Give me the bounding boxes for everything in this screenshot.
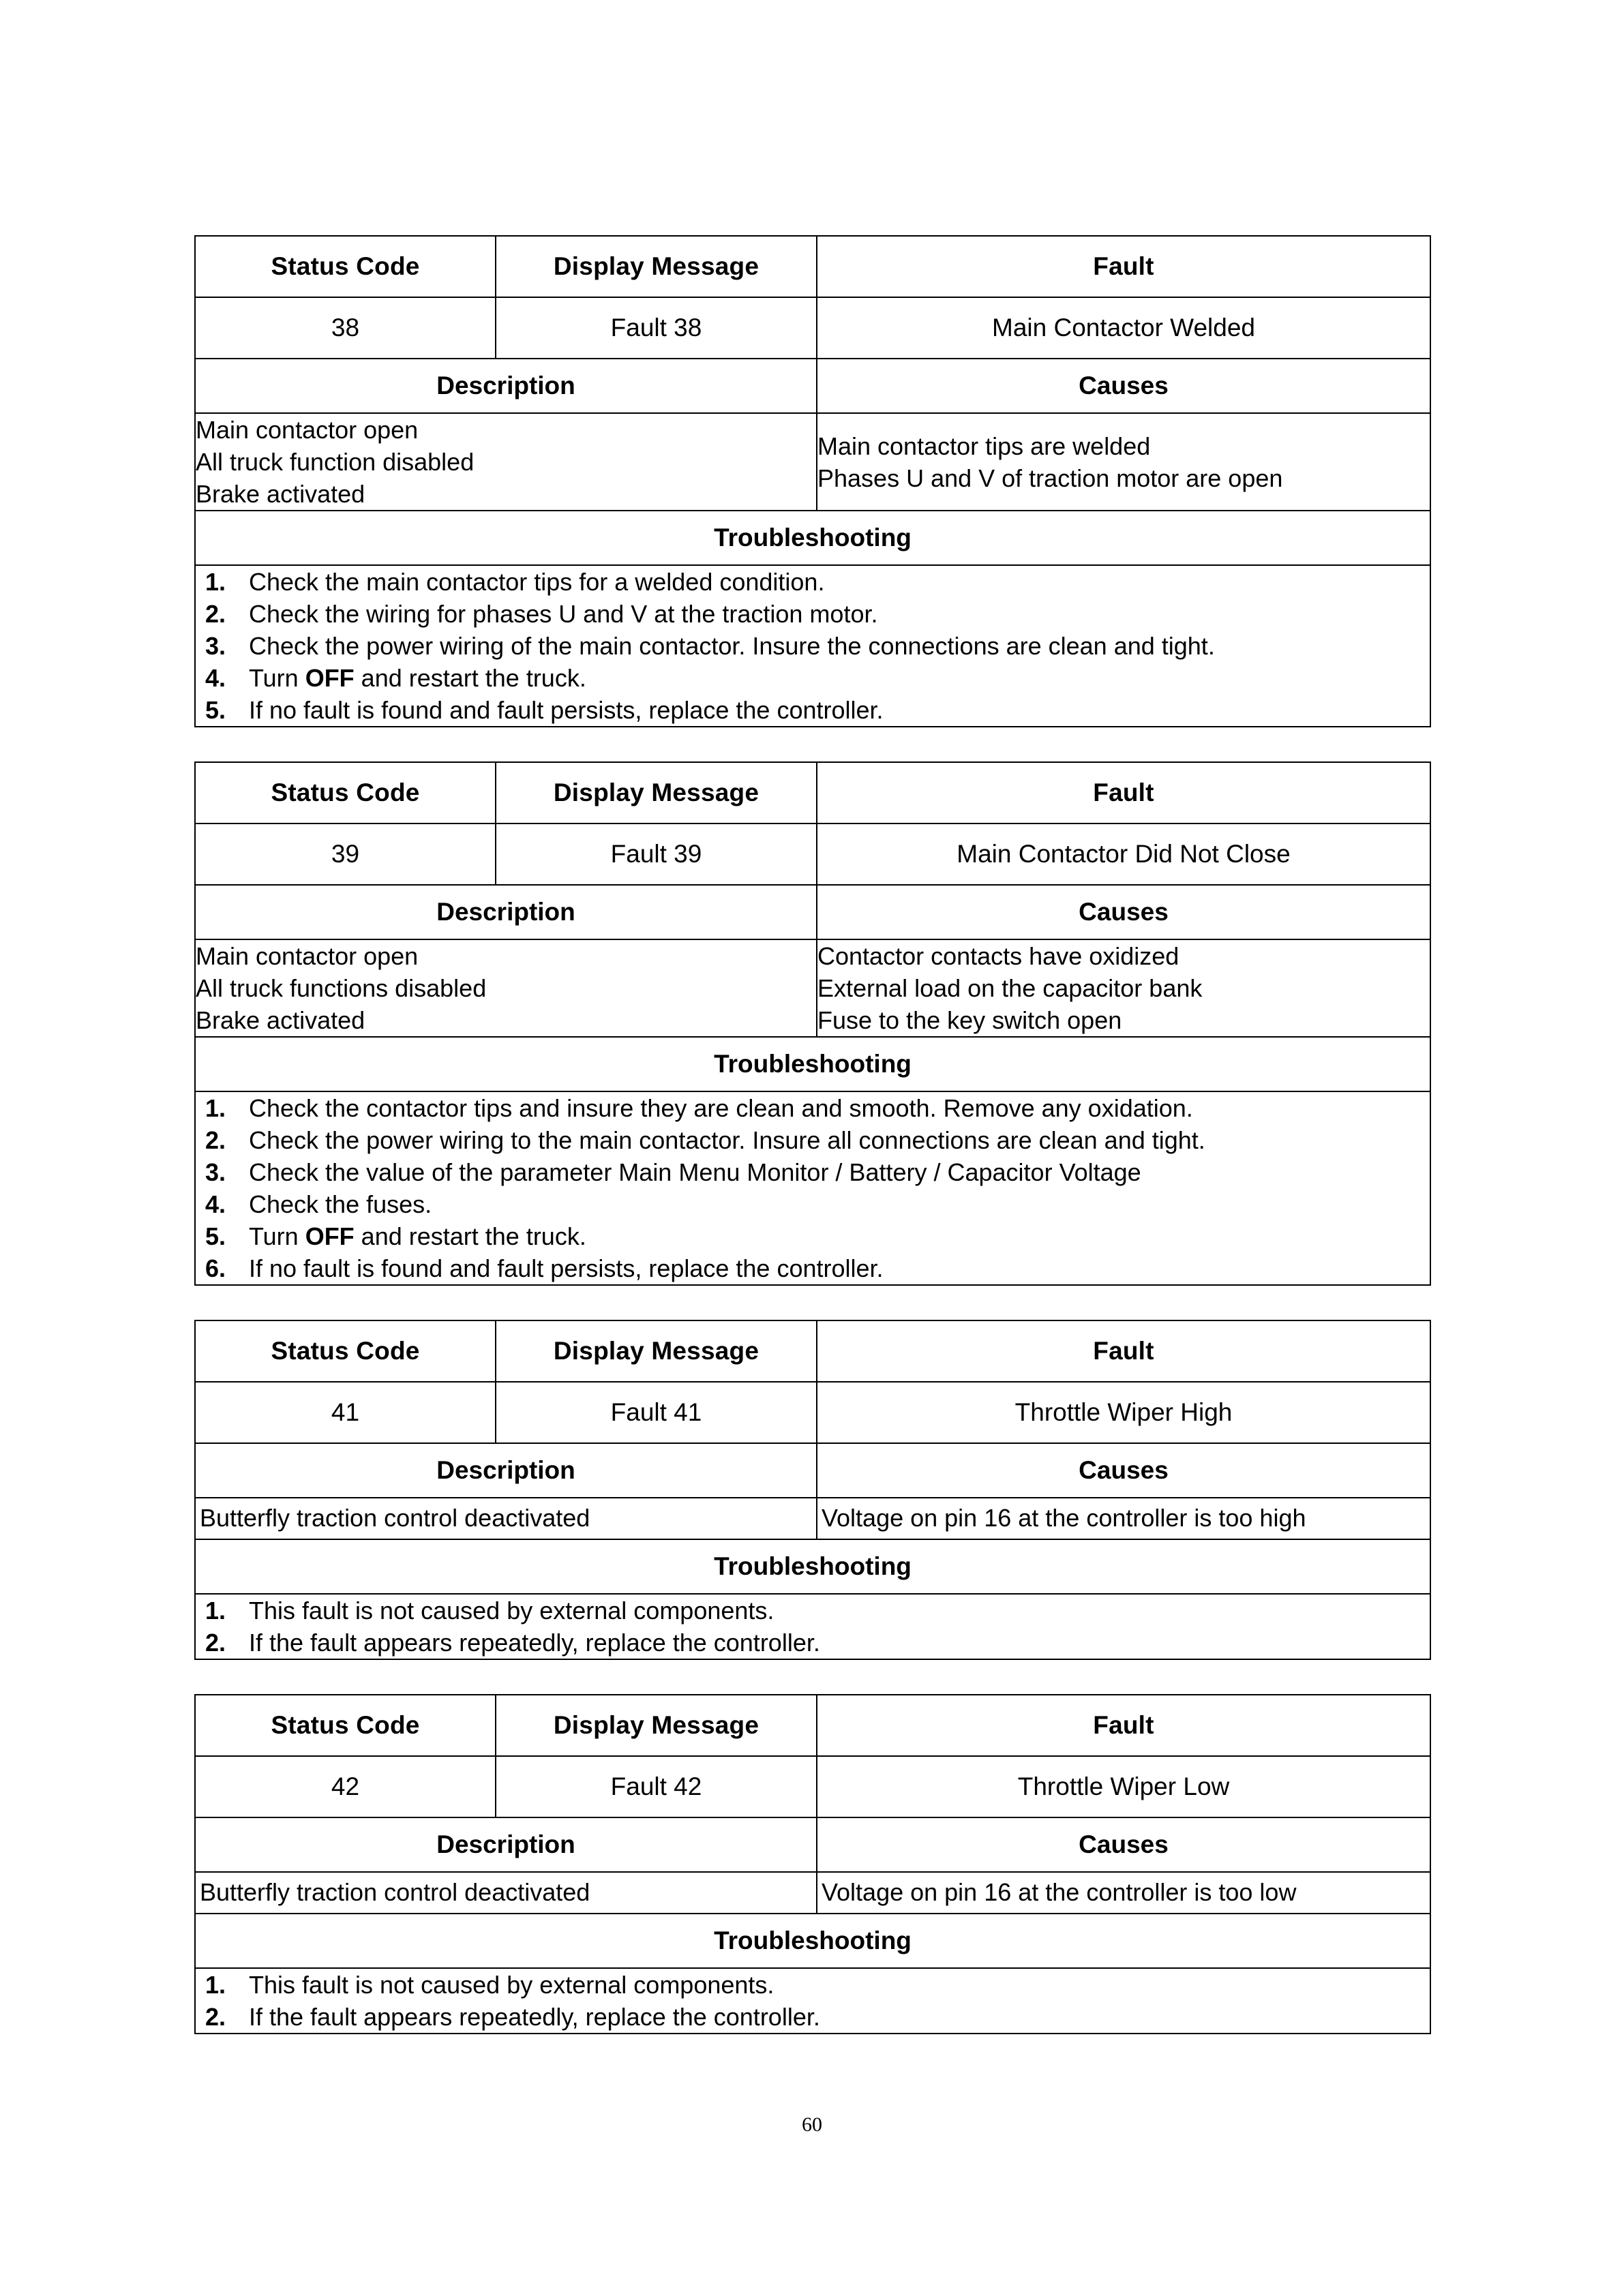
status-code-header: Status Code — [195, 236, 496, 297]
description-causes-header-row — [195, 1817, 1430, 1872]
causes-cell — [817, 1872, 1430, 1914]
cause-line: Phases U and V of traction motor are open — [817, 464, 1283, 492]
troubleshooting-item-number: 3. — [205, 1158, 226, 1186]
troubleshooting-text-pre: If the fault appears repeatedly, replace the controller. — [249, 2003, 820, 2031]
troubleshooting-text-pre: Check the power wiring of the main contactor. Insure the connections are clean and tight. — [249, 632, 1215, 660]
cause-line: Voltage on pin 16 at the controller is too high — [822, 1504, 1306, 1532]
description-header: Description — [195, 359, 817, 413]
description-line: All truck functions disabled — [196, 974, 487, 1002]
fault-table — [194, 1694, 1431, 2034]
troubleshooting-item — [196, 1595, 1430, 1627]
cause-line: External load on the capacitor bank — [817, 974, 1203, 1002]
troubleshooting-item-number: 2. — [205, 1126, 226, 1154]
description-causes-header-row — [195, 1443, 1430, 1498]
display-message-header: Display Message — [496, 1695, 817, 1756]
troubleshooting-item-number: 4. — [205, 664, 226, 692]
troubleshooting-item — [196, 2001, 1430, 2033]
troubleshooting-text-pre: Check the contactor tips and insure they are clean and smooth. Remove any oxidation. — [249, 1094, 1193, 1122]
status-code-header: Status Code — [195, 1320, 496, 1382]
troubleshooting-text-pre: Turn — [249, 664, 305, 692]
troubleshooting-row — [195, 565, 1430, 727]
troubleshooting-item — [196, 1124, 1430, 1156]
troubleshooting-text-pre: Check the fuses. — [249, 1190, 432, 1218]
table-header-row — [195, 1320, 1430, 1382]
troubleshooting-text-pre: Check the wiring for phases U and V at the traction motor. — [249, 600, 878, 628]
display-message-value: Fault 39 — [496, 824, 817, 885]
troubleshooting-item-number: 5. — [205, 1222, 226, 1250]
troubleshooting-item-number: 2. — [205, 1629, 226, 1657]
fault-header: Fault — [817, 1695, 1430, 1756]
status-code-header: Status Code — [195, 1695, 496, 1756]
troubleshooting-item-number: 5. — [205, 696, 226, 724]
table-header-row — [195, 236, 1430, 297]
description-line: All truck function disabled — [196, 448, 475, 476]
description-line: Butterfly traction control deactivated — [200, 1504, 590, 1532]
troubleshooting-item-number: 3. — [205, 632, 226, 660]
status-code-value: 42 — [195, 1756, 496, 1817]
display-message-value: Fault 38 — [496, 297, 817, 359]
description-line: Brake activated — [196, 1006, 365, 1034]
troubleshooting-item-number: 6. — [205, 1254, 226, 1282]
troubleshooting-item — [196, 1092, 1430, 1124]
description-line: Butterfly traction control deactivated — [200, 1878, 590, 1906]
description-cell — [195, 1872, 817, 1914]
troubleshooting-list — [196, 566, 1430, 726]
troubleshooting-text-pre: If the fault appears repeatedly, replace the controller. — [249, 1629, 820, 1657]
description-line: Brake activated — [196, 480, 365, 508]
description-line: Main contactor open — [196, 942, 419, 970]
troubleshooting-item-text — [249, 2001, 1430, 2033]
troubleshooting-item-text — [249, 1252, 1430, 1284]
troubleshooting-cell — [195, 1968, 1430, 2034]
troubleshooting-item-text — [249, 1188, 1430, 1220]
troubleshooting-item — [196, 1969, 1430, 2001]
troubleshooting-item — [196, 1220, 1430, 1252]
troubleshooting-text-pre: Turn — [249, 1222, 305, 1250]
description-line: Main contactor open — [196, 416, 419, 444]
troubleshooting-header-row — [195, 1037, 1430, 1091]
table-value-row — [195, 1382, 1430, 1443]
troubleshooting-cell — [195, 565, 1430, 727]
causes-header: Causes — [817, 885, 1430, 939]
troubleshooting-text-pre: If no fault is found and fault persists, replace the controller. — [249, 1254, 884, 1282]
troubleshooting-item-text — [249, 694, 1430, 726]
troubleshooting-header: Troubleshooting — [195, 1539, 1430, 1594]
troubleshooting-header: Troubleshooting — [195, 511, 1430, 565]
status-code-value: 39 — [195, 824, 496, 885]
troubleshooting-item-text — [249, 1595, 1430, 1627]
table-value-row — [195, 297, 1430, 359]
troubleshooting-item-text — [249, 1220, 1430, 1252]
causes-cell — [817, 1498, 1430, 1539]
status-code-header: Status Code — [195, 762, 496, 824]
troubleshooting-item-text — [249, 1969, 1430, 2001]
causes-header: Causes — [817, 1443, 1430, 1498]
description-header: Description — [195, 1817, 817, 1872]
troubleshooting-item-text — [249, 598, 1430, 630]
troubleshooting-item-number: 2. — [205, 2003, 226, 2031]
troubleshooting-text-emphasis: OFF — [305, 1222, 355, 1250]
troubleshooting-header-row — [195, 511, 1430, 565]
table-value-row — [195, 824, 1430, 885]
table-header-row — [195, 1695, 1430, 1756]
causes-header: Causes — [817, 359, 1430, 413]
causes-cell — [817, 939, 1430, 1037]
description-causes-row — [195, 413, 1430, 511]
status-code-value: 41 — [195, 1382, 496, 1443]
troubleshooting-text-pre: This fault is not caused by external components. — [249, 1597, 775, 1625]
cause-line: Main contactor tips are welded — [817, 432, 1151, 460]
troubleshooting-item-text — [249, 1124, 1430, 1156]
troubleshooting-item-text — [249, 630, 1430, 662]
display-message-header: Display Message — [496, 236, 817, 297]
troubleshooting-header-row — [195, 1914, 1430, 1968]
troubleshooting-list — [196, 1595, 1430, 1659]
troubleshooting-item — [196, 1627, 1430, 1659]
description-causes-header-row — [195, 885, 1430, 939]
troubleshooting-header: Troubleshooting — [195, 1037, 1430, 1091]
description-causes-row — [195, 1872, 1430, 1914]
troubleshooting-item-number: 1. — [205, 1094, 226, 1122]
display-message-header: Display Message — [496, 1320, 817, 1382]
troubleshooting-item — [196, 1252, 1430, 1284]
troubleshooting-text-pre: If no fault is found and fault persists, replace the controller. — [249, 696, 884, 724]
troubleshooting-header: Troubleshooting — [195, 1914, 1430, 1968]
causes-cell — [817, 413, 1430, 511]
fault-table — [194, 761, 1431, 1286]
troubleshooting-item — [196, 598, 1430, 630]
troubleshooting-row — [195, 1968, 1430, 2034]
troubleshooting-item — [196, 662, 1430, 694]
troubleshooting-item — [196, 1188, 1430, 1220]
troubleshooting-item — [196, 1156, 1430, 1188]
description-causes-row — [195, 1498, 1430, 1539]
troubleshooting-item-number: 1. — [205, 1597, 226, 1625]
troubleshooting-item-number: 1. — [205, 568, 226, 596]
fault-value: Throttle Wiper Low — [817, 1756, 1430, 1817]
troubleshooting-item-text — [249, 662, 1430, 694]
fault-header: Fault — [817, 762, 1430, 824]
cause-line: Voltage on pin 16 at the controller is too low — [822, 1878, 1297, 1906]
display-message-value: Fault 42 — [496, 1756, 817, 1817]
troubleshooting-item — [196, 694, 1430, 726]
page-number: 60 — [802, 2113, 822, 2136]
cause-line: Contactor contacts have oxidized — [817, 942, 1179, 970]
troubleshooting-text-pre: Check the power wiring to the main contactor. Insure all connections are clean and tight. — [249, 1126, 1205, 1154]
fault-value: Throttle Wiper High — [817, 1382, 1430, 1443]
troubleshooting-list — [196, 1969, 1430, 2033]
troubleshooting-item-text — [249, 1627, 1430, 1659]
troubleshooting-text-pre: Check the value of the parameter Main Menu Monitor / Battery / Capacitor Voltage — [249, 1158, 1141, 1186]
display-message-value: Fault 41 — [496, 1382, 817, 1443]
troubleshooting-cell — [195, 1091, 1430, 1285]
fault-table — [194, 235, 1431, 727]
fault-table — [194, 1320, 1431, 1660]
status-code-value: 38 — [195, 297, 496, 359]
troubleshooting-text-pre: Check the main contactor tips for a welded condition. — [249, 568, 825, 596]
troubleshooting-list — [196, 1092, 1430, 1284]
cause-line: Fuse to the key switch open — [817, 1006, 1122, 1034]
table-value-row — [195, 1756, 1430, 1817]
causes-header: Causes — [817, 1817, 1430, 1872]
display-message-header: Display Message — [496, 762, 817, 824]
description-header: Description — [195, 885, 817, 939]
troubleshooting-text-post: and restart the truck. — [354, 664, 586, 692]
troubleshooting-item — [196, 566, 1430, 598]
troubleshooting-row — [195, 1594, 1430, 1659]
fault-header: Fault — [817, 1320, 1430, 1382]
troubleshooting-item-number: 1. — [205, 1971, 226, 1999]
troubleshooting-item-text — [249, 1156, 1430, 1188]
description-cell — [195, 413, 817, 511]
troubleshooting-item-text — [249, 566, 1430, 598]
troubleshooting-text-emphasis: OFF — [305, 664, 355, 692]
troubleshooting-item-text — [249, 1092, 1430, 1124]
troubleshooting-cell — [195, 1594, 1430, 1659]
description-cell — [195, 939, 817, 1037]
description-causes-header-row — [195, 359, 1430, 413]
troubleshooting-item-number: 2. — [205, 600, 226, 628]
fault-value: Main Contactor Did Not Close — [817, 824, 1430, 885]
fault-value: Main Contactor Welded — [817, 297, 1430, 359]
fault-tables-container — [194, 235, 1430, 2034]
troubleshooting-text-post: and restart the truck. — [354, 1222, 586, 1250]
troubleshooting-row — [195, 1091, 1430, 1285]
description-causes-row — [195, 939, 1430, 1037]
fault-header: Fault — [817, 236, 1430, 297]
troubleshooting-text-pre: This fault is not caused by external components. — [249, 1971, 775, 1999]
table-header-row — [195, 762, 1430, 824]
description-header: Description — [195, 1443, 817, 1498]
troubleshooting-header-row — [195, 1539, 1430, 1594]
troubleshooting-item-number: 4. — [205, 1190, 226, 1218]
description-cell — [195, 1498, 817, 1539]
troubleshooting-item — [196, 630, 1430, 662]
